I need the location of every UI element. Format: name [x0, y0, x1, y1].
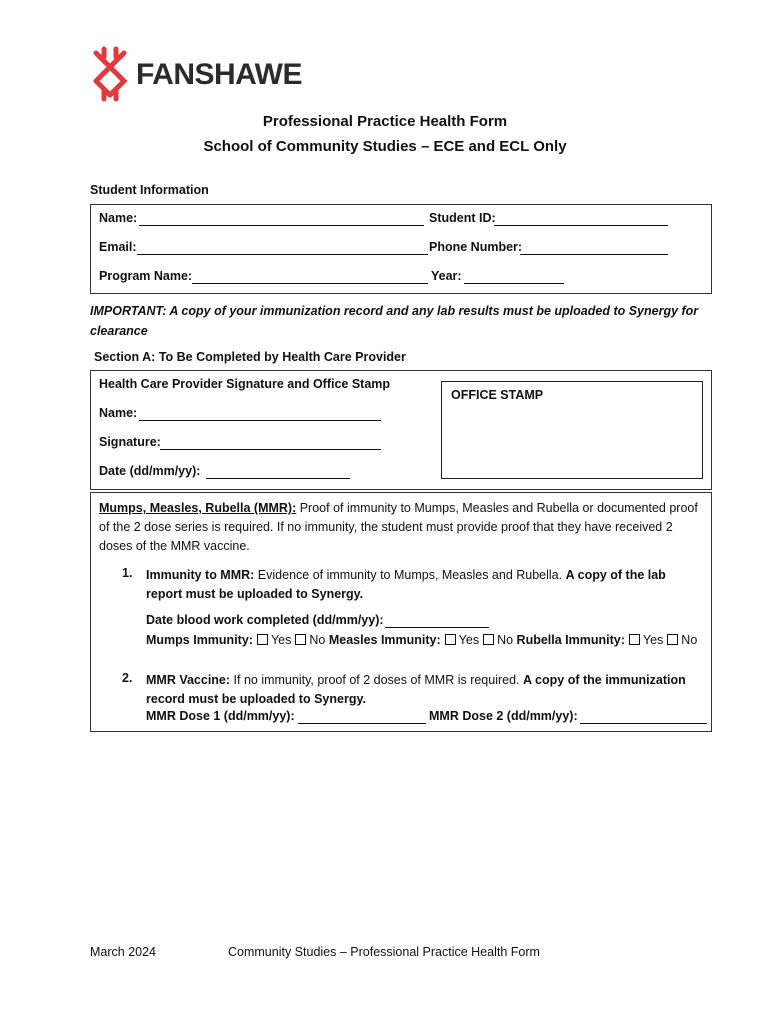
name-field[interactable]	[139, 213, 424, 226]
dose2-label: MMR Dose 2 (dd/mm/yy):	[429, 709, 578, 723]
student-id-label: Student ID:	[429, 211, 496, 225]
mumps-label: Mumps Immunity:	[146, 633, 253, 647]
mmr-intro-text: Proof of immunity to Mumps, Measles and Rubella or documented proof of the 2 dose series is required. If no immunity, the student must provide proof that they have received 2 doses of the MMR vaccine.	[99, 501, 698, 553]
measles-no-checkbox[interactable]	[483, 634, 494, 645]
dose1-label: MMR Dose 1 (dd/mm/yy):	[146, 709, 295, 723]
rubella-no-checkbox[interactable]	[667, 634, 678, 645]
measles-yes-checkbox[interactable]	[445, 634, 456, 645]
mmr-heading: Mumps, Measles, Rubella (MMR):	[99, 501, 297, 515]
provider-heading: Health Care Provider Signature and Office Stamp	[99, 377, 391, 391]
dose2-field[interactable]	[580, 711, 707, 724]
program-label: Program Name:	[99, 269, 193, 283]
student-id-field[interactable]	[494, 213, 668, 226]
rubella-label: Rubella Immunity:	[516, 633, 625, 647]
mumps-no-label: No	[309, 633, 326, 647]
office-stamp-label: OFFICE STAMP	[451, 388, 544, 402]
item1-label: Immunity to MMR:	[146, 568, 255, 582]
form-subtitle: School of Community Studies – ECE and ECL Only	[203, 138, 567, 155]
email-field[interactable]	[137, 242, 428, 255]
rubella-yes-checkbox[interactable]	[629, 634, 640, 645]
year-field[interactable]	[464, 271, 564, 284]
mumps-no-checkbox[interactable]	[295, 634, 306, 645]
section-a-heading: Section A: To Be Completed by Health Care Provider	[94, 350, 406, 364]
email-label: Email:	[99, 240, 137, 254]
rubella-no-label: No	[681, 633, 698, 647]
item2-text	[146, 671, 701, 709]
measles-no-label: No	[497, 633, 514, 647]
mmr-intro	[99, 499, 699, 556]
phone-label: Phone Number:	[429, 240, 523, 254]
provider-date-field[interactable]	[206, 466, 350, 479]
provider-date-label: Date (dd/mm/yy):	[99, 464, 201, 478]
provider-signature-label: Signature:	[99, 435, 161, 449]
logo-mark	[96, 49, 124, 99]
measles-label: Measles Immunity:	[328, 633, 441, 647]
rubella-yes-label: Yes	[642, 633, 664, 647]
item2-label: MMR Vaccine:	[146, 673, 231, 687]
phone-field[interactable]	[520, 242, 668, 255]
item2-number: 2.	[122, 671, 133, 685]
mumps-yes-label: Yes	[270, 633, 292, 647]
student-info-heading: Student Information	[90, 183, 209, 197]
mumps-yes-checkbox[interactable]	[257, 634, 268, 645]
item1-number: 1.	[122, 566, 133, 580]
item1-bold: A copy of the lab report must be uploaded to Synergy.	[146, 568, 666, 601]
form-title: Professional Practice Health Form	[262, 113, 508, 130]
footer-title: Community Studies – Professional Practice Health Form	[228, 945, 540, 959]
provider-signature-field[interactable]	[160, 437, 381, 450]
item2-body: If no immunity, proof of 2 doses of MMR is required.	[230, 673, 524, 687]
dose1-field[interactable]	[298, 711, 426, 724]
logo-text: FANSHAWE	[136, 58, 303, 91]
program-field[interactable]	[192, 271, 428, 284]
name-label: Name:	[99, 211, 138, 225]
blood-work-date-field[interactable]	[385, 615, 489, 628]
important-note: IMPORTANT: A copy of your immunization record and any lab results must be uploaded to Synergy for clearance	[90, 304, 699, 338]
provider-name-label: Name:	[99, 406, 138, 420]
item1-body: Evidence of immunity to Mumps, Measles and Rubella.	[254, 568, 566, 582]
blood-work-date-label: Date blood work completed (dd/mm/yy):	[146, 613, 384, 627]
item2-bold: A copy of the immunization record must be uploaded to Synergy.	[146, 673, 686, 706]
immunity-row	[146, 633, 697, 647]
measles-yes-label: Yes	[458, 633, 480, 647]
provider-name-field[interactable]	[139, 408, 381, 421]
item1-text	[146, 566, 686, 604]
footer-date: March 2024	[90, 945, 157, 959]
year-label: Year:	[431, 269, 462, 283]
